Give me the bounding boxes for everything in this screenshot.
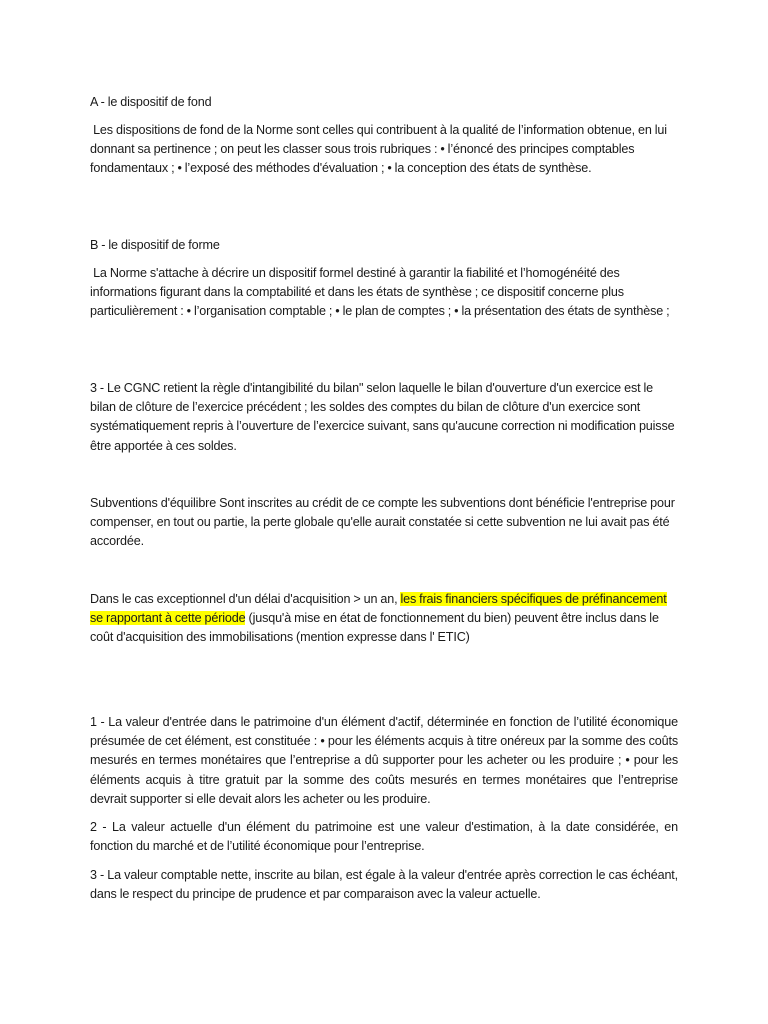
paragraph-dispositif-de-forme: La Norme s'attache à décrire un dispositif formel destiné à garantir la fiabilité et l’homogénéité des informations figurant dans la comptabilité et dans les états de synthèse ; ce dispositif concerne plus particulièrement : • l’organisation comptable ; • le plan de comptes ; • la présentation des états de synthèse ; [90,266,670,319]
delai-text-after: (jusqu'à mise en état de fonctionnement du bien) peuvent être inclus dans le coût d'acquisition des immobilisations (mention expresse dans l' ETIC) [90,611,659,645]
paragraph-valeur-comptable-nette: 3 - La valeur comptable nette, inscrite au bilan, est égale à la valeur d'entrée après correction le cas échéant, dans le respect du principe de prudence et par comparaison avec la valeur actuelle. [90,868,678,902]
heading-dispositif-de-forme: B - le dispositif de forme [90,238,220,252]
paragraph-subventions-equilibre: Subventions d'équilibre Sont inscrites au crédit de ce compte les subventions dont bénéficie l'entreprise pour compenser, en tout ou partie, la perte globale qu'elle aurait constatée si cette subvention ne lui avait pas été accordée. [90,496,675,549]
delai-text-before: Dans le cas exceptionnel d'un délai d'acquisition > un an, [90,592,401,606]
heading-dispositif-de-fond: A - le dispositif de fond [90,95,212,109]
paragraph-cgnc-intangibilite: 3 - Le CGNC retient la règle d'intangibilité du bilan" selon laquelle le bilan d'ouverture d'un exercice est le bilan de clôture de l’exercice précédent ; les soldes des comptes du bilan de clôture d'un exercice sont systématiquement repris à l’ouverture de l’exercice suivant, sans qu'aucune correction ni modification puisse être apportée à ces soldes. [90,381,675,453]
paragraph-valeur-actuelle: 2 - La valeur actuelle d'un élément du patrimoine est une valeur d'estimation, à la date considérée, en fonction du marché et de l’utilité économique pour l’entreprise. [90,820,678,854]
highlighted-text: les frais financiers spécifiques de préfinancement se rapportant à cette période [90,592,667,626]
paragraph-valeur-entree: 1 - La valeur d'entrée dans le patrimoine d'un élément d'actif, déterminée en fonction de l’utilité économique présumée de cet élément, est constituée : • pour les éléments acquis à titre onéreux par la somme des coûts mesurés en termes monétaires que l’entreprise a dû supporter pour les acheter ou les produire ; • pour les éléments acquis à titre gratuit par la somme des coûts mesurés en termes monétaires que l’entreprise devrait supporter si elle devait alors les acheter ou les produire. [90,715,678,806]
paragraph-dispositif-de-fond: Les dispositions de fond de la Norme sont celles qui contribuent à la qualité de l’information obtenue, en lui donnant sa pertinence ; on peut les classer sous trois rubriques : • l’énoncé des principes comptables fondamentaux ; • l’exposé des méthodes d'évaluation ; • la conception des états de synthèse. [90,123,671,176]
paragraph-delai-acquisition [90,590,678,648]
